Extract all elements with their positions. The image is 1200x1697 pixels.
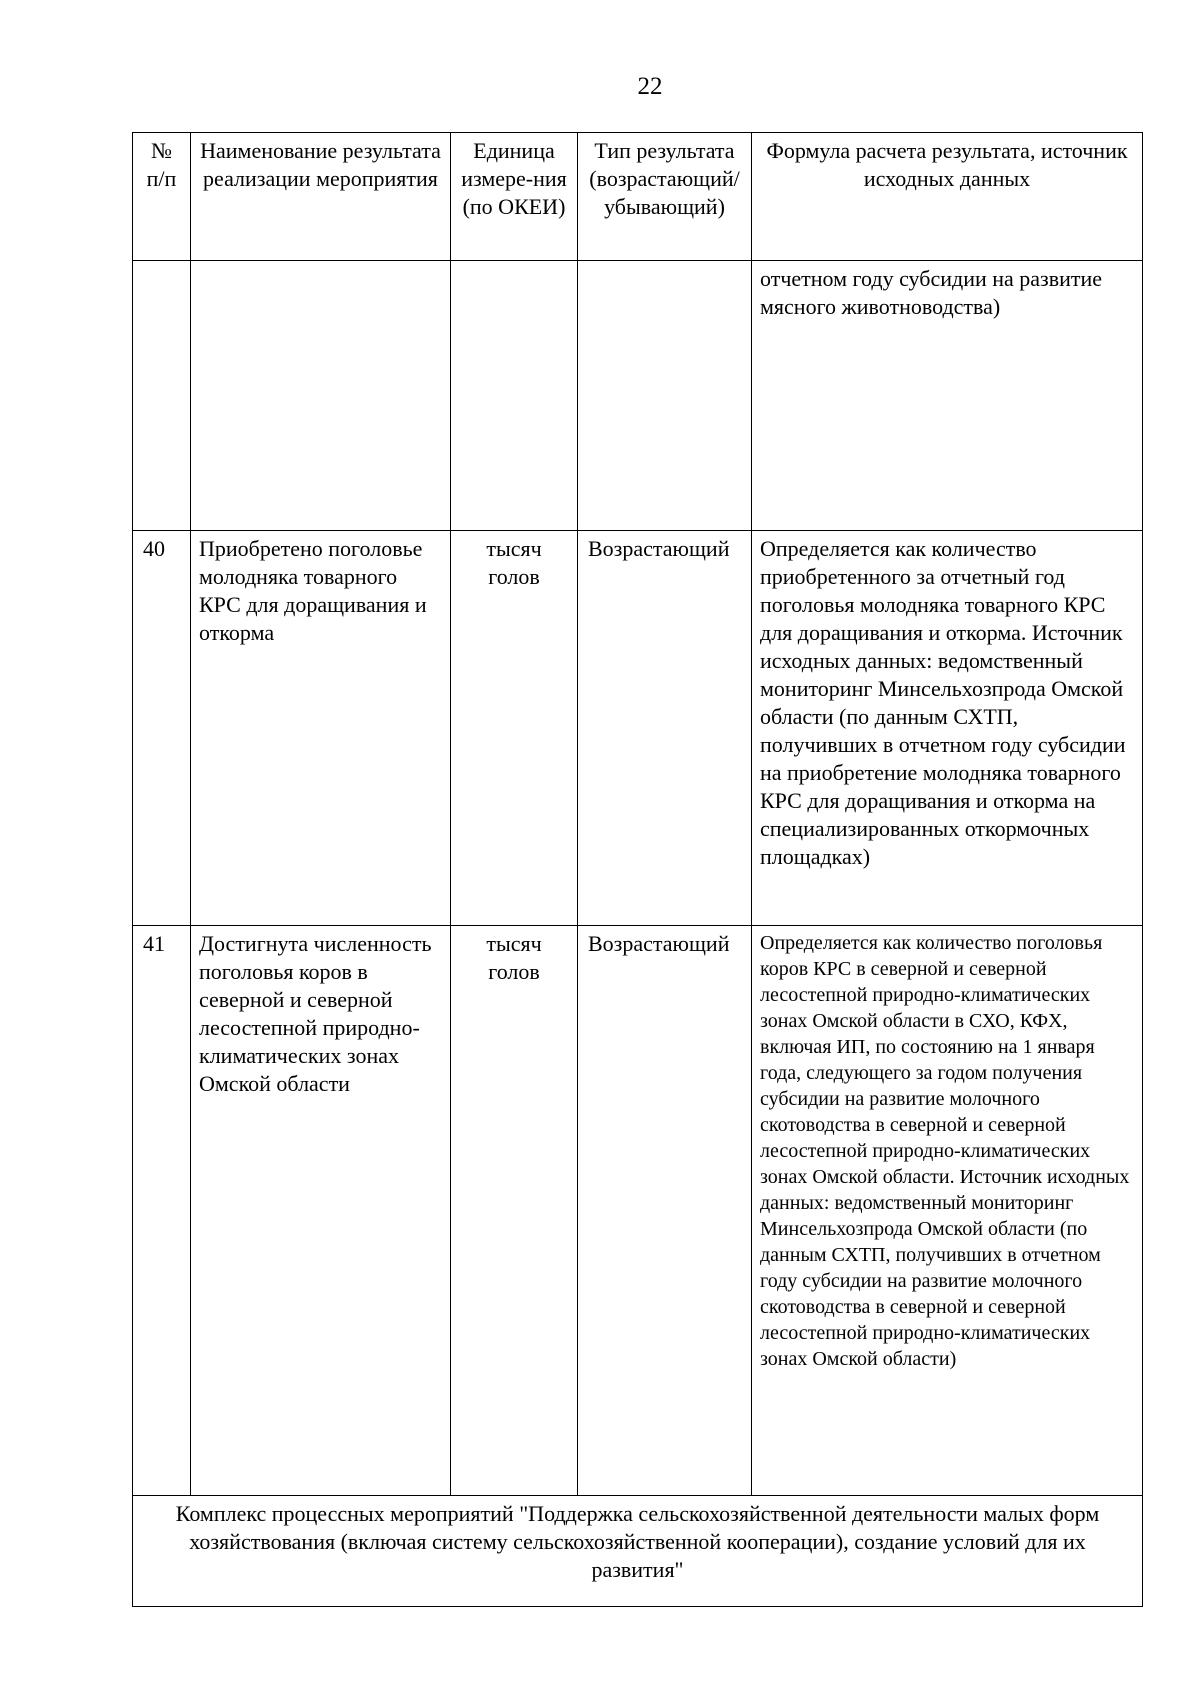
cell-result-type: Возрастающий [578,926,752,1496]
page-number: 22 [637,73,663,100]
cell-number: 41 [133,926,191,1496]
table-header-row [133,133,1143,261]
section-title-row [133,1496,1143,1607]
results-table [132,132,1143,1607]
header-formula: Формула расчета результата, источник исходных данных [752,133,1143,261]
header-unit: Единица измере-ния (по ОКЕИ) [451,133,578,261]
header-result-name: Наименование результата реализации мероприятия [191,133,451,261]
cell-number: 40 [133,531,191,926]
table-row [133,926,1143,1496]
cell-empty [578,261,752,531]
cell-result-name: Достигнута численность поголовья коров в северной и северной лесостепной природно-климатических зонах Омской области [191,926,451,1496]
cell-result-type: Возрастающий [578,531,752,926]
table-row-continuation [133,261,1143,531]
table-row [133,531,1143,926]
cell-empty [133,261,191,531]
cell-unit: тысяч голов [451,926,578,1496]
cell-result-name: Приобретено поголовье молодняка товарного КРС для доращивания и откорма [191,531,451,926]
cell-formula: отчетном году субсидии на развитие мясного животноводства) [752,261,1143,531]
cell-empty [451,261,578,531]
cell-formula: Определяется как количество приобретенного за отчетный год поголовья молодняка товарного КРС для доращивания и откорма. Источник исходных данных: ведомственный мониторинг Минсельхозпрода Омской области (по данным СХТП, получивших в отчетном году субсидии на приобретение молодняка товарного КРС для доращивания и откорма на специализированных откормочных площадках) [752,531,1143,926]
header-result-type: Тип результата (возрастающий/ убывающий) [578,133,752,261]
header-number: № п/п [133,133,191,261]
section-title: Комплекс процессных мероприятий "Поддержка сельскохозяйственной деятельности малых форм хозяйствования (включая систему сельскохозяйственной кооперации), создание условий для их развития" [133,1496,1143,1607]
cell-empty [191,261,451,531]
cell-unit: тысяч голов [451,531,578,926]
cell-formula: Определяется как количество поголовья коров КРС в северной и северной лесостепной природно-климатических зонах Омской области в СХО, КФХ, включая ИП, по состоянию на 1 января года, следующего за годом получения субсидии на развитие молочного скотоводства в северной и северной лесостепной природно-климатических зонах Омской области. Источник исходных данных: ведомственный мониторинг Минсельхозпрода Омской области (по данным СХТП, получивших в отчетном году субсидии на развитие молочного скотоводства в северной и северной лесостепной природно-климатических зонах Омской области) [752,926,1143,1496]
